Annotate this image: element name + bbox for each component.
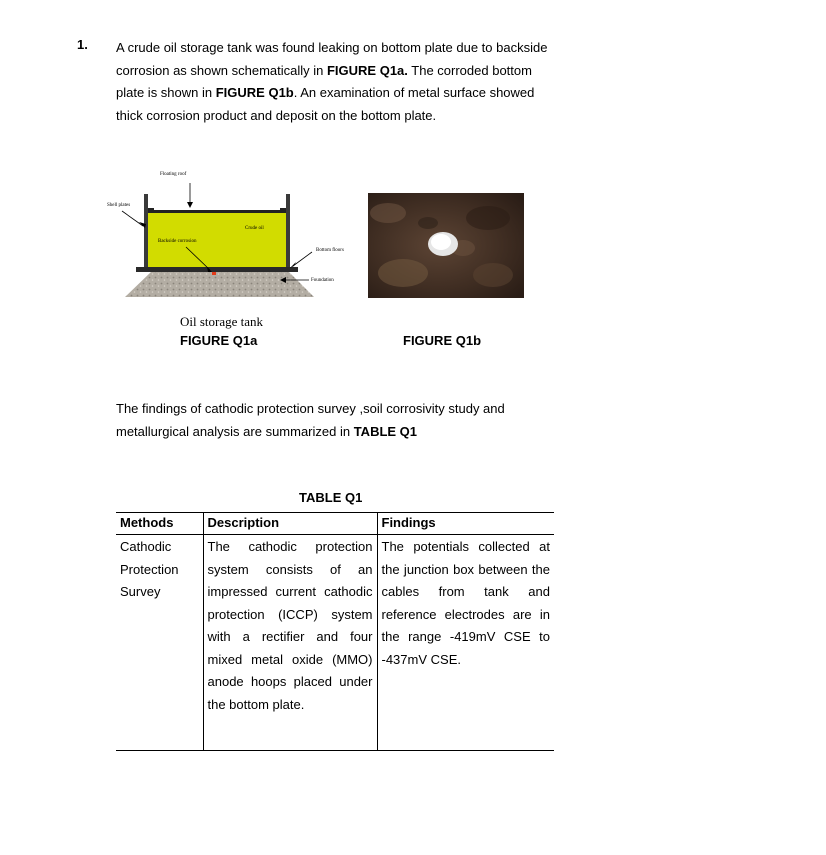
summary-text: The findings of cathodic protection survey ,soil corrosivity study and metallurgical analysis are summarized in bbox=[116, 401, 505, 439]
label-floating-roof: Floating roof bbox=[160, 172, 187, 177]
cell-findings: The potentials collected at the junction box between the cables from tank and reference electrodes are in the range -419mV CSE to -437mV CSE. bbox=[377, 535, 554, 751]
floating-roof bbox=[148, 210, 286, 213]
foundation-mound bbox=[125, 271, 314, 297]
bottom-floor bbox=[136, 267, 298, 272]
summary-table-ref: TABLE Q1 bbox=[353, 423, 418, 439]
header-description: Description bbox=[203, 513, 377, 535]
cell-method bbox=[116, 535, 203, 751]
method-line: Cathodic bbox=[120, 539, 172, 554]
figure-a-subtitle: Oil storage tank bbox=[180, 314, 264, 329]
corroded-plate-photo bbox=[368, 193, 524, 298]
header-findings: Findings bbox=[377, 513, 554, 535]
method-line: Survey bbox=[120, 584, 161, 599]
intro-figure-ref-b: FIGURE Q1b bbox=[215, 85, 294, 100]
findings-table bbox=[116, 512, 554, 751]
figure-b-caption: FIGURE Q1b bbox=[403, 333, 482, 348]
label-shell-plates: Shell plates bbox=[107, 203, 131, 208]
shell-plate-left bbox=[144, 194, 148, 269]
cell-description: The cathodic protection system consists of an impressed current cathodic protection (ICCP) system with a rectifier and four mixed metal oxide (MMO) anode hoops placed under the bottom plate. bbox=[203, 535, 377, 751]
table-header-row bbox=[116, 513, 554, 535]
label-bottom-floors: Bottom floors bbox=[316, 248, 344, 253]
intro-figure-ref-a: FIGURE Q1a. bbox=[326, 62, 408, 78]
summary-paragraph bbox=[116, 398, 526, 443]
method-line: Protection bbox=[120, 561, 179, 577]
label-foundation: Foundation bbox=[311, 278, 334, 283]
figure-a-caption: FIGURE Q1a bbox=[180, 333, 258, 348]
question-number: 1. bbox=[77, 37, 88, 52]
intro-text-1: A crude oil storage tank was found leaking on bottom plate due to backside corrosion as shown schematically in bbox=[116, 40, 548, 78]
intro-text-3: . An examination of metal surface showed thick corrosion product and deposit on the bottom plate. bbox=[116, 85, 535, 123]
question-intro bbox=[116, 37, 556, 127]
header-methods: Methods bbox=[116, 513, 203, 535]
corrosion-spot bbox=[212, 272, 216, 275]
intro-text-2: The corroded bottom plate is shown in bbox=[116, 62, 532, 100]
label-crude-oil: Crude oil bbox=[245, 226, 264, 231]
table-title: TABLE Q1 bbox=[299, 490, 363, 505]
table-row bbox=[116, 535, 554, 751]
label-backside-corrosion: Backside corrosion bbox=[158, 239, 197, 244]
shell-plate-right bbox=[286, 194, 290, 269]
